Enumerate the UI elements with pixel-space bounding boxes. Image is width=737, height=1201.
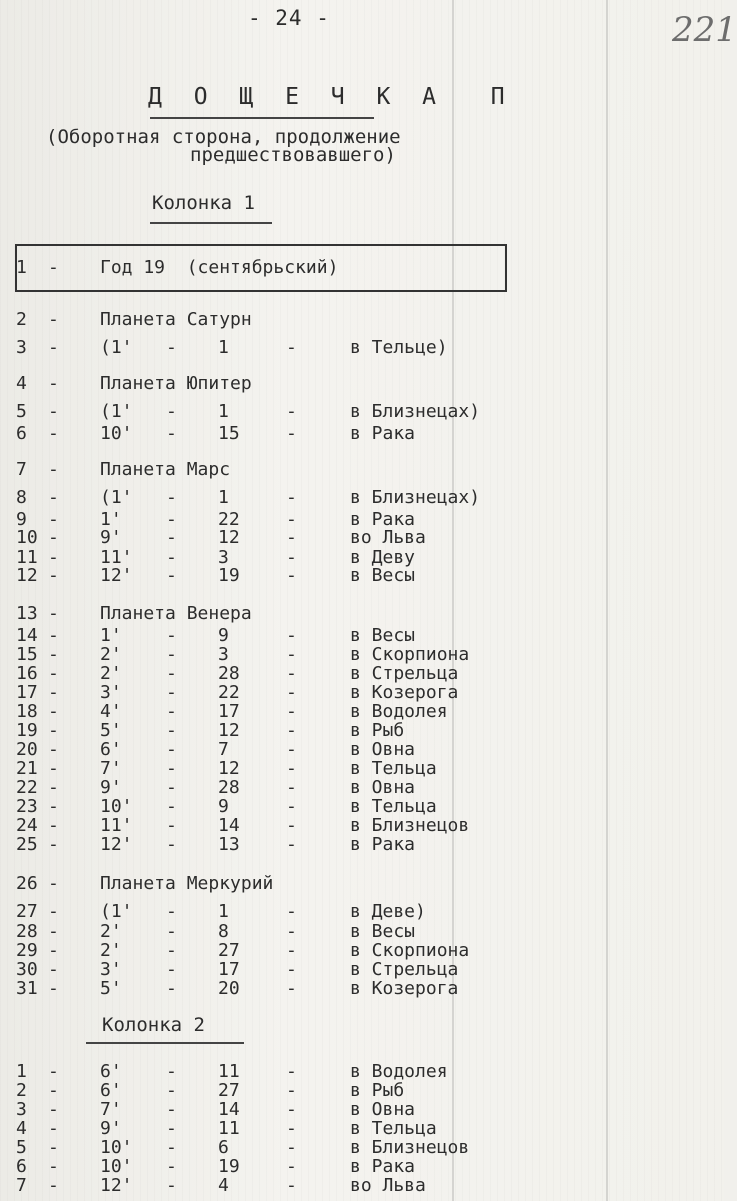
period-end: 4 [218,1175,229,1196]
period-start: 2' [100,921,122,942]
row-number: 21 [16,758,38,779]
period-end: 22 [218,509,240,530]
row-dash: - [166,1118,177,1139]
period-end: 12 [218,758,240,779]
row-dash: - [48,1175,59,1196]
row-dash: - [166,739,177,760]
row-dash: - [48,644,59,665]
row-dash: - [48,834,59,855]
row-dash: - [48,901,59,922]
row-dash: - [286,921,297,942]
zodiac-sign: в Тельца [350,758,437,779]
row-dash: - [48,940,59,961]
period-end: 22 [218,682,240,703]
row-number: 3 [16,337,27,358]
row-dash: - [48,682,59,703]
row-number: 17 [16,682,38,703]
row-dash: - [286,337,297,358]
period-end: 14 [218,1099,240,1120]
row-dash: - [48,487,59,508]
row-number: 30 [16,959,38,980]
period-start: 10' [100,1156,133,1177]
row-dash: - [48,459,59,480]
row-number: 1 [16,257,27,278]
row-dash: - [48,527,59,548]
row-dash: - [286,547,297,568]
zodiac-sign: в Овна [350,739,416,760]
period-start: 12' [100,834,133,855]
row-dash: - [48,701,59,722]
row-number: 2 [16,309,27,330]
zodiac-sign: в Тельца [350,796,437,817]
row-dash: - [166,401,177,422]
period-start: 11' [100,815,133,836]
row-number: 1 [16,1061,27,1082]
period-end: 17 [218,701,240,722]
row-dash: - [166,663,177,684]
zodiac-sign: в Козерога [350,978,459,999]
period-end: 15 [218,423,240,444]
row-dash: - [48,720,59,741]
row-dash: - [166,959,177,980]
row-dash: - [48,1137,59,1158]
row-dash: - [286,1156,297,1177]
row-number: 4 [16,1118,27,1139]
planet-name: Планета Меркурий [100,873,274,894]
row-dash: - [48,1156,59,1177]
row-dash: - [48,373,59,394]
row-number: 9 [16,509,27,530]
row-dash: - [166,834,177,855]
row-dash: - [286,401,297,422]
row-dash: - [286,1118,297,1139]
row-dash: - [48,1099,59,1120]
zodiac-sign: в Рака [350,1156,416,1177]
zodiac-sign: в Стрельца [350,663,459,684]
year-label: Год 19 (сентябрьский) [100,257,339,278]
row-dash: - [166,644,177,665]
period-start: (1' [100,401,133,422]
period-end: 12 [218,527,240,548]
row-dash: - [48,309,59,330]
row-dash: - [286,720,297,741]
row-dash: - [166,777,177,798]
period-end: 12 [218,720,240,741]
zodiac-sign: в Овна [350,1099,416,1120]
row-number: 27 [16,901,38,922]
row-dash: - [48,796,59,817]
subtitle-line-1: (Оборотная сторона, продолжение [46,126,401,148]
row-number: 6 [16,423,27,444]
period-start: 9' [100,1118,122,1139]
period-start: 10' [100,1137,133,1158]
zodiac-sign: в Рака [350,834,416,855]
period-start: 4' [100,701,122,722]
period-end: 1 [218,337,229,358]
row-dash: - [286,959,297,980]
period-start: 2' [100,940,122,961]
period-end: 20 [218,978,240,999]
zodiac-sign: в Весы [350,625,416,646]
row-number: 26 [16,873,38,894]
zodiac-sign: в Рака [350,509,416,530]
row-dash: - [286,663,297,684]
row-dash: - [166,901,177,922]
row-number: 10 [16,527,38,548]
period-start: 1' [100,509,122,530]
row-number: 4 [16,373,27,394]
period-start: 6' [100,739,122,760]
period-start: 9' [100,527,122,548]
row-number: 12 [16,565,38,586]
period-end: 19 [218,1156,240,1177]
row-dash: - [286,901,297,922]
page-title: Д О Щ Е Ч К А П [148,84,514,110]
row-dash: - [166,921,177,942]
row-number: 5 [16,401,27,422]
title-underline [150,117,374,119]
row-dash: - [166,720,177,741]
zodiac-sign: в Близнецах) [350,487,481,508]
zodiac-sign: в Деву [350,547,416,568]
archive-number: 221 [672,10,737,50]
row-number: 7 [16,1175,27,1196]
row-dash: - [48,1118,59,1139]
zodiac-sign: в Стрельца [350,959,459,980]
row-dash: - [48,625,59,646]
row-dash: - [286,978,297,999]
row-dash: - [166,701,177,722]
row-dash: - [48,873,59,894]
row-dash: - [286,834,297,855]
period-start: 5' [100,720,122,741]
period-end: 9 [218,796,229,817]
row-number: 14 [16,625,38,646]
row-dash: - [286,1175,297,1196]
row-dash: - [166,1137,177,1158]
period-start: 2' [100,644,122,665]
period-start: 6' [100,1061,122,1082]
period-start: 3' [100,959,122,980]
planet-name: Планета Юпитер [100,373,252,394]
period-end: 28 [218,663,240,684]
period-start: (1' [100,337,133,358]
period-start: 9' [100,777,122,798]
column-1-underline [150,222,272,224]
row-number: 24 [16,815,38,836]
period-end: 1 [218,401,229,422]
row-dash: - [286,527,297,548]
row-number: 29 [16,940,38,961]
row-dash: - [48,959,59,980]
period-end: 9 [218,625,229,646]
row-dash: - [166,565,177,586]
row-dash: - [166,1061,177,1082]
column-2-header: Колонка 2 [102,1014,205,1036]
planet-name: Планета Сатурн [100,309,252,330]
row-dash: - [286,1137,297,1158]
page-number: - 24 - [248,6,330,30]
zodiac-sign: во Льва [350,527,426,548]
period-start: 1' [100,625,122,646]
period-end: 6 [218,1137,229,1158]
period-start: 7' [100,1099,122,1120]
row-number: 23 [16,796,38,817]
period-end: 17 [218,959,240,980]
row-dash: - [286,940,297,961]
row-number: 20 [16,739,38,760]
row-dash: - [48,663,59,684]
zodiac-sign: в Овна [350,777,416,798]
row-dash: - [286,1061,297,1082]
period-end: 1 [218,901,229,922]
column-1-header: Колонка 1 [152,192,255,214]
row-dash: - [166,423,177,444]
row-dash: - [286,625,297,646]
row-number: 13 [16,603,38,624]
row-number: 15 [16,644,38,665]
period-end: 27 [218,940,240,961]
row-number: 5 [16,1137,27,1158]
zodiac-sign: в Рыб [350,1080,405,1101]
zodiac-sign: в Тельца [350,1118,437,1139]
period-start: (1' [100,487,133,508]
row-dash: - [166,487,177,508]
period-end: 27 [218,1080,240,1101]
zodiac-sign: в Скорпиона [350,940,470,961]
zodiac-sign: в Тельце) [350,337,448,358]
zodiac-sign: в Близнецах) [350,401,481,422]
zodiac-sign: в Водолея [350,701,448,722]
row-dash: - [48,739,59,760]
row-dash: - [286,682,297,703]
row-dash: - [286,1099,297,1120]
row-dash: - [48,401,59,422]
row-dash: - [286,509,297,530]
row-number: 28 [16,921,38,942]
period-start: 10' [100,423,133,444]
zodiac-sign: в Козерога [350,682,459,703]
row-dash: - [48,423,59,444]
zodiac-sign: в Рака [350,423,416,444]
zodiac-sign: в Близнецов [350,815,470,836]
row-dash: - [48,815,59,836]
planet-name: Планета Венера [100,603,252,624]
row-dash: - [166,527,177,548]
row-dash: - [166,625,177,646]
period-end: 11 [218,1118,240,1139]
period-end: 19 [218,565,240,586]
period-end: 1 [218,487,229,508]
row-number: 25 [16,834,38,855]
row-dash: - [286,777,297,798]
row-dash: - [48,978,59,999]
period-start: 10' [100,796,133,817]
row-dash: - [166,682,177,703]
period-start: 5' [100,978,122,999]
row-number: 19 [16,720,38,741]
zodiac-sign: в Деве) [350,901,426,922]
period-end: 3 [218,644,229,665]
period-start: 7' [100,758,122,779]
period-end: 13 [218,834,240,855]
row-dash: - [166,758,177,779]
row-dash: - [166,509,177,530]
row-dash: - [48,547,59,568]
row-dash: - [286,1080,297,1101]
row-number: 7 [16,459,27,480]
period-start: 2' [100,663,122,684]
row-dash: - [286,565,297,586]
period-start: 11' [100,547,133,568]
row-dash: - [48,565,59,586]
row-number: 2 [16,1080,27,1101]
period-start: (1' [100,901,133,922]
row-dash: - [166,815,177,836]
row-dash: - [166,547,177,568]
zodiac-sign: во Льва [350,1175,426,1196]
period-end: 28 [218,777,240,798]
planet-name: Планета Марс [100,459,231,480]
period-start: 3' [100,682,122,703]
row-dash: - [166,1175,177,1196]
row-dash: - [166,1156,177,1177]
zodiac-sign: в Весы [350,921,416,942]
row-dash: - [166,337,177,358]
period-end: 14 [218,815,240,836]
row-dash: - [286,423,297,444]
row-dash: - [286,815,297,836]
row-dash: - [286,758,297,779]
row-dash: - [48,1080,59,1101]
row-dash: - [166,1099,177,1120]
zodiac-sign: в Скорпиона [350,644,470,665]
paper-fold-line [606,0,608,1201]
row-number: 3 [16,1099,27,1120]
row-dash: - [166,796,177,817]
row-number: 6 [16,1156,27,1177]
row-dash: - [48,603,59,624]
period-start: 12' [100,1175,133,1196]
period-end: 3 [218,547,229,568]
row-dash: - [48,1061,59,1082]
period-start: 12' [100,565,133,586]
zodiac-sign: в Водолея [350,1061,448,1082]
period-end: 8 [218,921,229,942]
row-dash: - [286,796,297,817]
row-number: 11 [16,547,38,568]
paper-fold-line [452,0,454,1201]
row-dash: - [48,257,59,278]
row-number: 31 [16,978,38,999]
row-dash: - [166,1080,177,1101]
row-dash: - [286,739,297,760]
row-dash: - [286,701,297,722]
row-dash: - [48,758,59,779]
subtitle-line-2: предшествовавшего) [190,144,396,166]
row-dash: - [286,487,297,508]
row-number: 18 [16,701,38,722]
column-2-underline [86,1042,244,1044]
row-number: 16 [16,663,38,684]
row-dash: - [166,940,177,961]
row-number: 8 [16,487,27,508]
row-dash: - [48,921,59,942]
row-dash: - [48,509,59,530]
zodiac-sign: в Близнецов [350,1137,470,1158]
row-dash: - [48,337,59,358]
period-end: 11 [218,1061,240,1082]
period-start: 6' [100,1080,122,1101]
row-dash: - [286,644,297,665]
row-dash: - [166,978,177,999]
zodiac-sign: в Весы [350,565,416,586]
row-number: 22 [16,777,38,798]
zodiac-sign: в Рыб [350,720,405,741]
row-dash: - [48,777,59,798]
period-end: 7 [218,739,229,760]
